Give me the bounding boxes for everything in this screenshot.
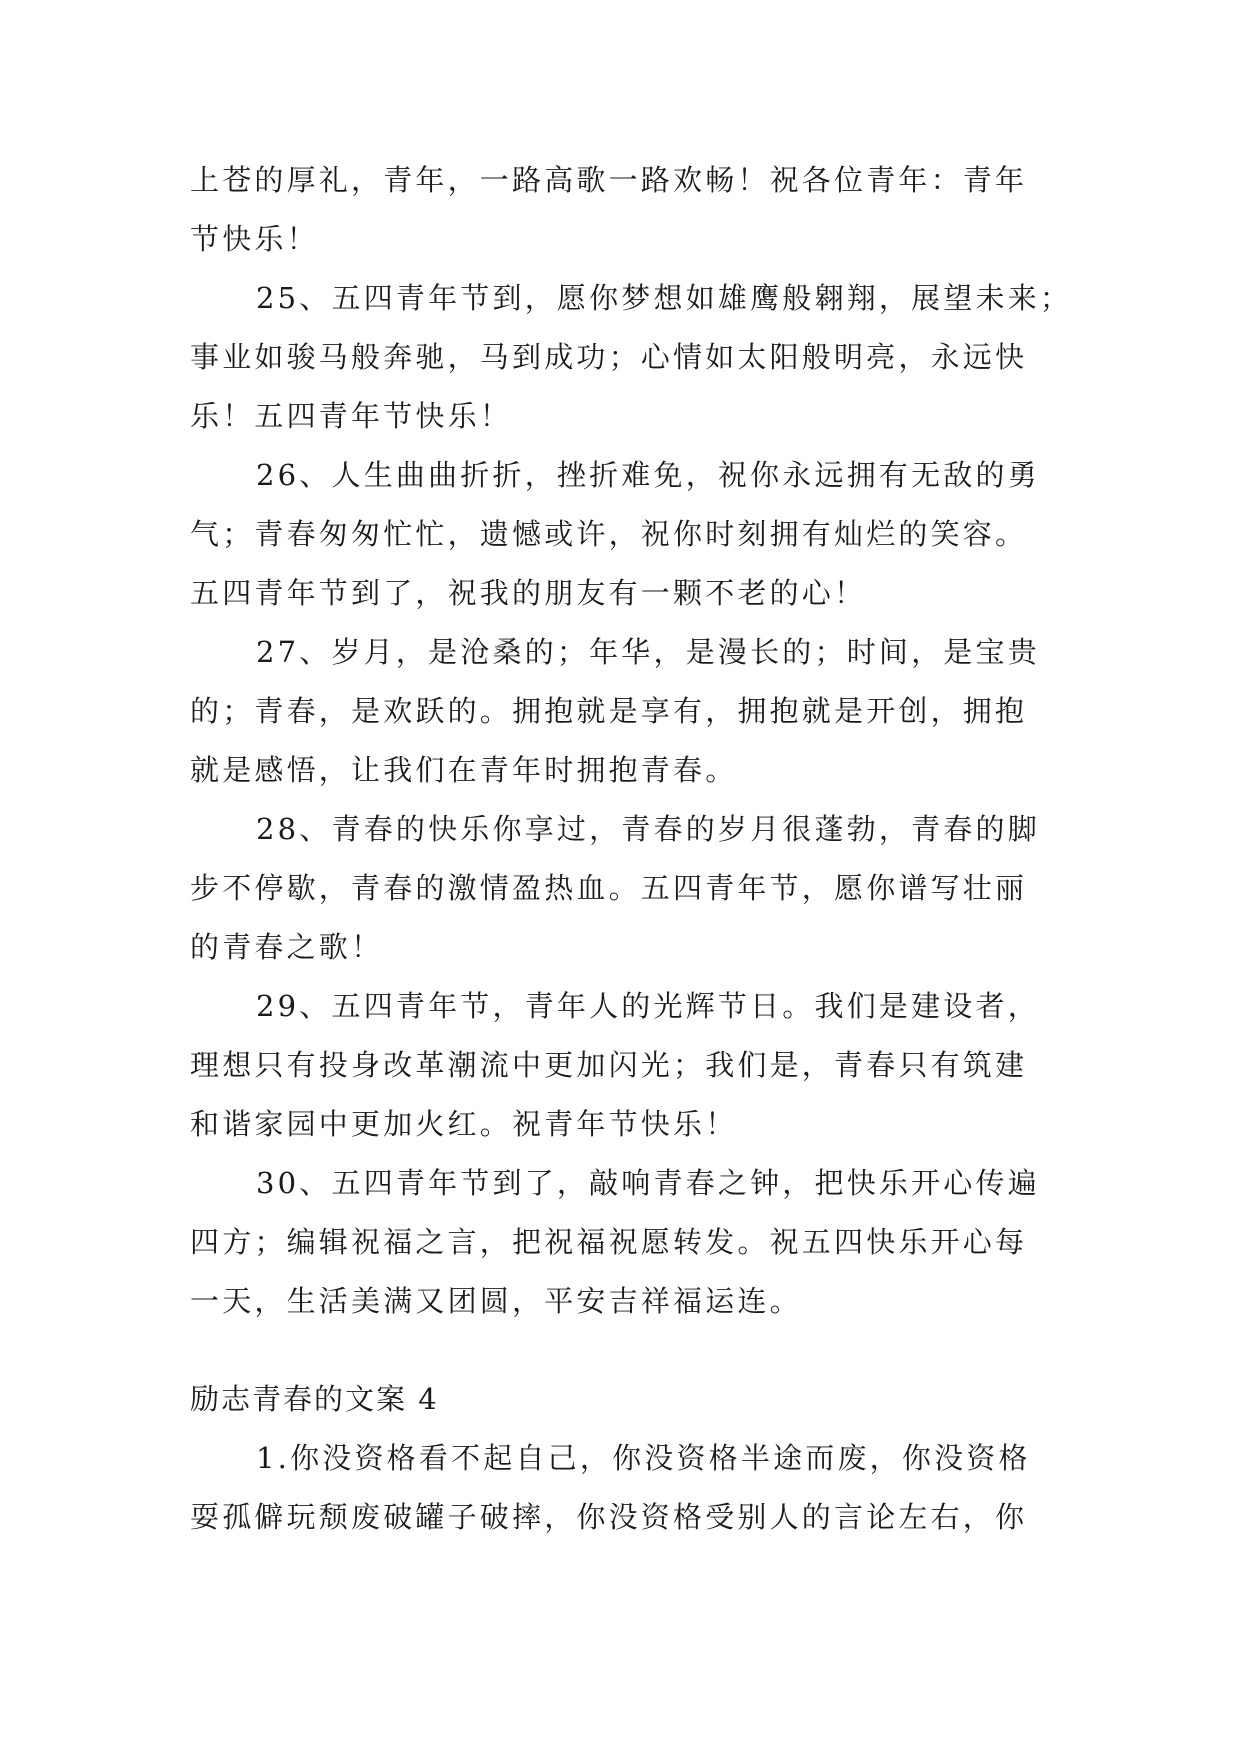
item-30-line: 30、五四青年节到了，敲响青春之钟，把快乐开心传遍 — [256, 1166, 1040, 1200]
text-line: 的；青春，是欢跃的。拥抱就是享有，拥抱就是开创，拥抱 — [190, 694, 1028, 728]
text-line: 一天，生活美满又团圆，平安吉祥福运连。 — [190, 1284, 802, 1318]
item-26-line: 26、人生曲曲折折，挫折难免，祝你永远拥有无敌的勇 — [256, 458, 1040, 492]
section-heading: 励志青春的文案 4 — [190, 1382, 439, 1416]
item-1-line: 1.你没资格看不起自己，你没资格半途而废，你没资格 — [256, 1441, 1031, 1475]
text-line: 就是感悟，让我们在青年时拥抱青春。 — [190, 753, 738, 787]
text-line: 和谐家园中更加火红。祝青年节快乐！ — [190, 1107, 738, 1141]
text-line: 五四青年节到了，祝我的朋友有一颗不老的心！ — [190, 576, 867, 610]
text-line: 四方；编辑祝福之言，把祝福祝愿转发。祝五四快乐开心每 — [190, 1225, 1028, 1259]
item-29-line: 29、五四青年节，青年人的光辉节日。我们是建设者， — [256, 989, 1040, 1023]
text-line: 节快乐！ — [190, 222, 319, 256]
text-line: 的青春之歌！ — [190, 930, 384, 964]
item-27-line: 27、岁月，是沧桑的；年华，是漫长的；时间，是宝贵 — [256, 635, 1040, 669]
text-line: 步不停歇，青春的激情盈热血。五四青年节，愿你谱写壮丽 — [190, 871, 1028, 905]
item-25-line: 25、五四青年节到，愿你梦想如雄鹰般翱翔，展望未来； — [256, 281, 1073, 315]
text-line: 上苍的厚礼，青年，一路高歌一路欢畅！祝各位青年：青年 — [190, 163, 1028, 197]
text-line: 耍孤僻玩颓废破罐子破摔，你没资格受别人的言论左右，你 — [190, 1500, 1028, 1534]
text-line: 乐！五四青年节快乐！ — [190, 399, 513, 433]
item-28-line: 28、青春的快乐你享过，青春的岁月很蓬勃，青春的脚 — [256, 812, 1040, 846]
text-line: 事业如骏马般奔驰，马到成功；心情如太阳般明亮，永远快 — [190, 340, 1028, 374]
text-line: 理想只有投身改革潮流中更加闪光；我们是，青春只有筑建 — [190, 1048, 1028, 1082]
text-line: 气；青春匆匆忙忙，遗憾或许，祝你时刻拥有灿烂的笑容。 — [190, 517, 1028, 551]
